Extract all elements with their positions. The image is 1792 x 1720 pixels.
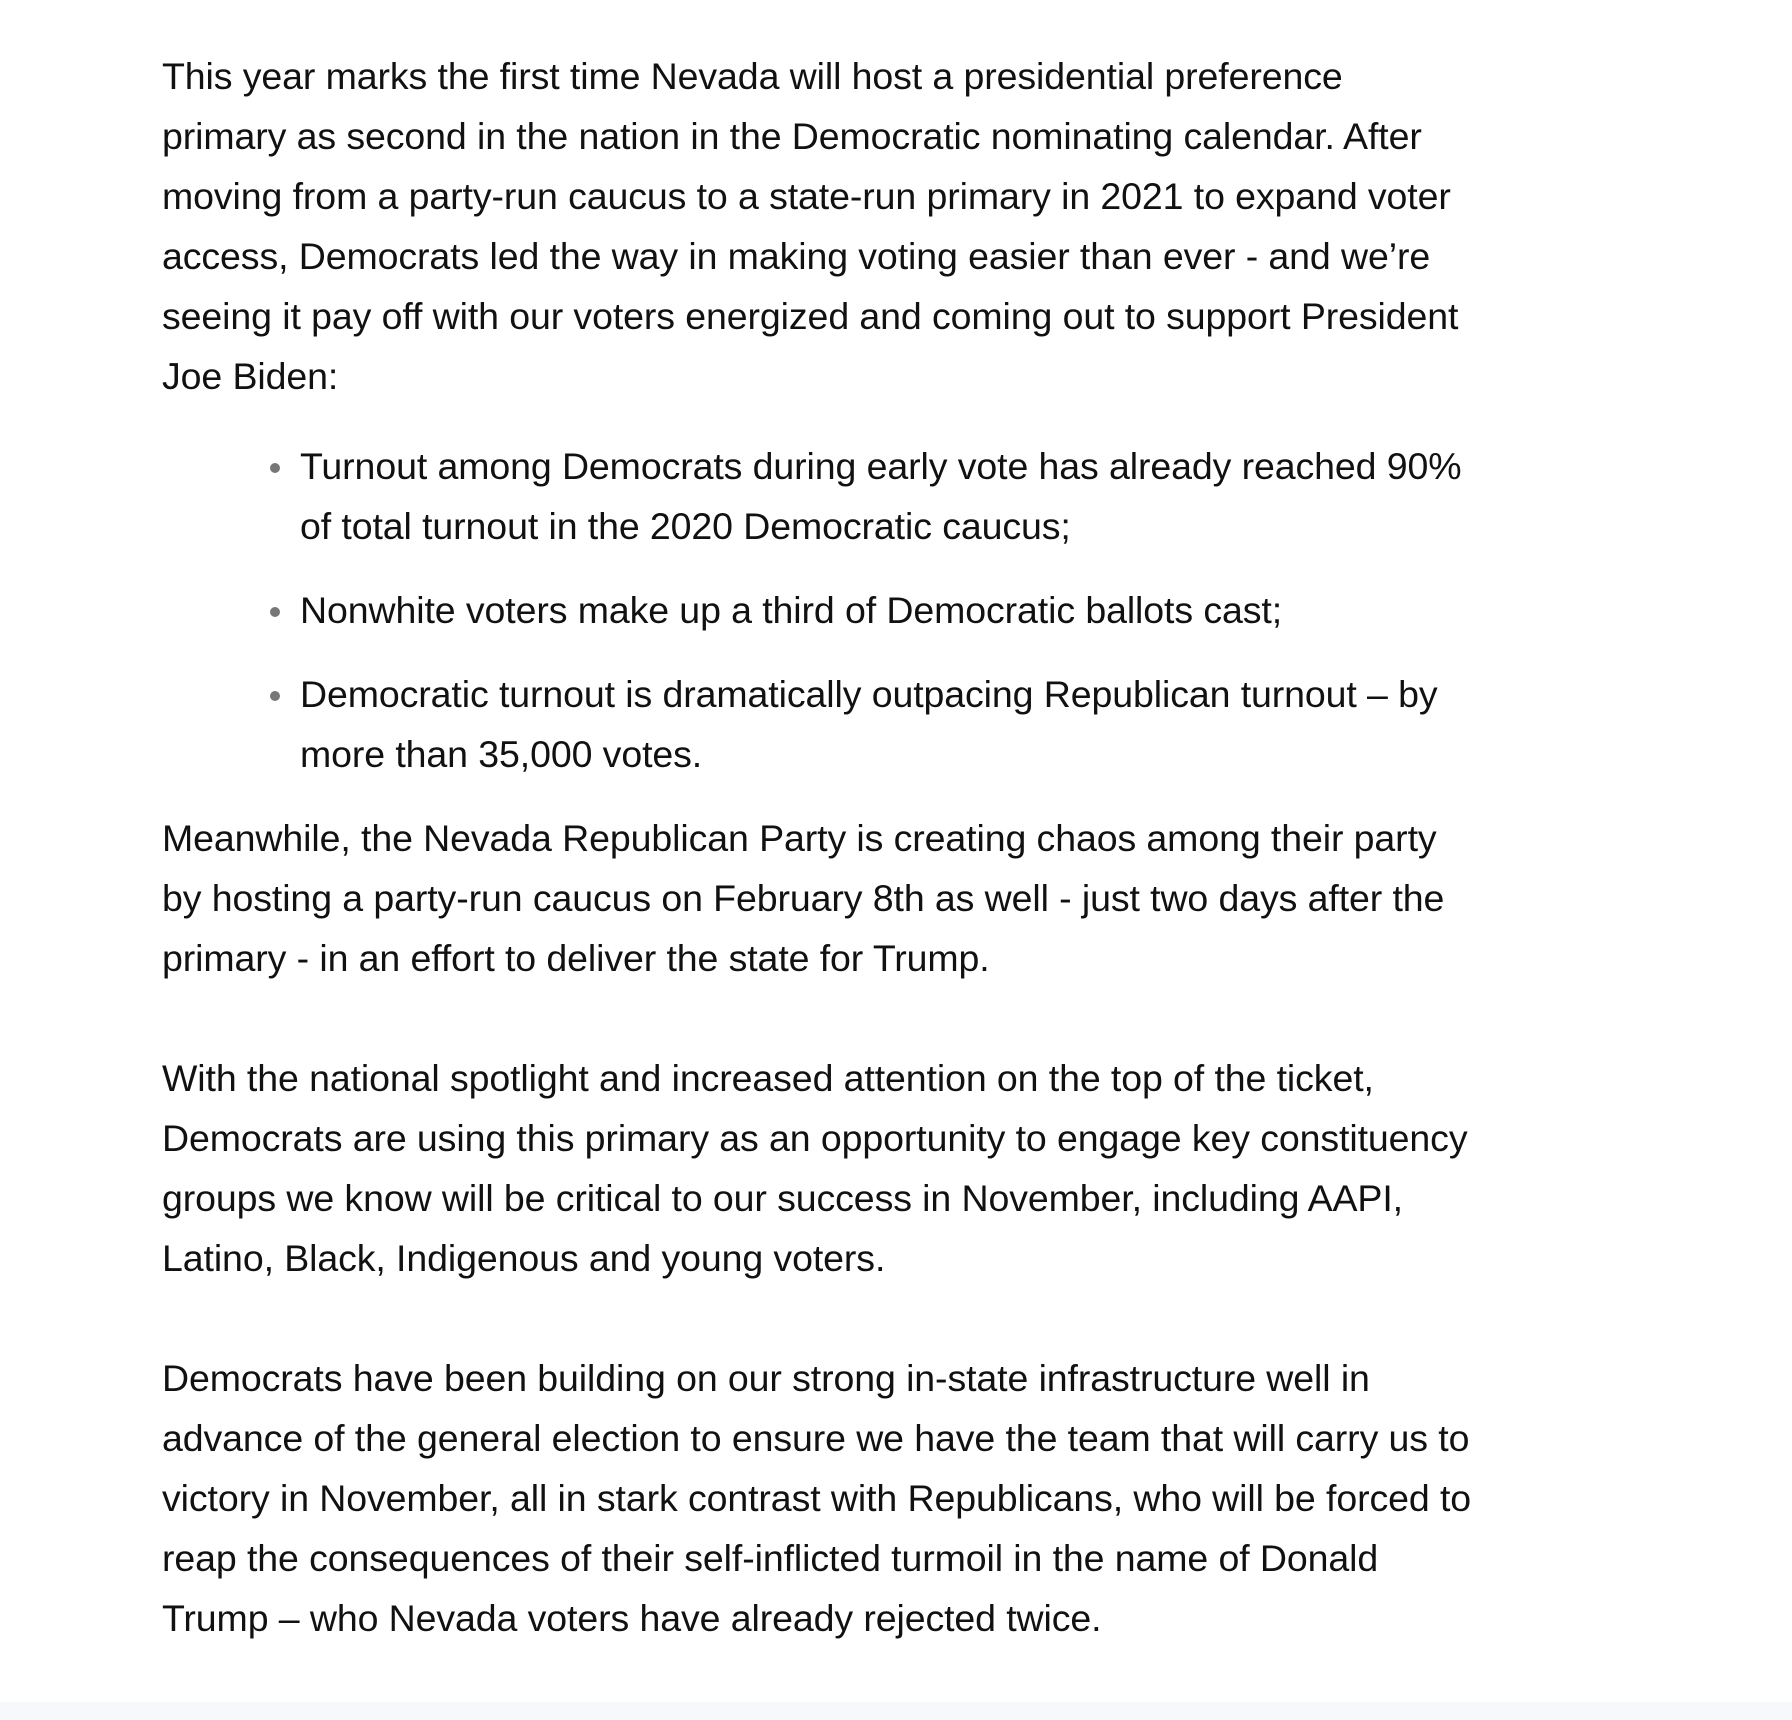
bullet-dot-icon <box>270 607 280 617</box>
bullet-item-early-vote-turnout <box>300 436 1602 556</box>
intro-line: moving from a party-run caucus to a state-run primary in 2021 to expand voter <box>162 175 1451 217</box>
paragraph-line: Trump – who Nevada voters have already rejected twice. <box>162 1597 1102 1639</box>
intro-line: seeing it pay off with our voters energized and coming out to support President <box>162 295 1459 337</box>
intro-paragraph <box>162 46 1602 406</box>
bullet-item-nonwhite-voters <box>300 580 1602 640</box>
bullet-line: Turnout among Democrats during early vote has already reached 90% <box>300 445 1462 487</box>
paragraph-line: groups we know will be critical to our success in November, including AAPI, <box>162 1177 1403 1219</box>
national-spotlight-paragraph <box>162 1048 1602 1288</box>
page-bottom-strip <box>0 1702 1792 1720</box>
paragraph-line: Democrats are using this primary as an opportunity to engage key constituency <box>162 1117 1468 1159</box>
bullet-dot-icon <box>270 691 280 701</box>
paragraph-line: by hosting a party-run caucus on February 8th as well - just two days after the <box>162 877 1445 919</box>
bullet-line: Democratic turnout is dramatically outpacing Republican turnout – by <box>300 673 1438 715</box>
bullet-dot-icon <box>270 463 280 473</box>
republican-caucus-paragraph <box>162 808 1602 988</box>
infrastructure-paragraph <box>162 1348 1602 1648</box>
intro-line: This year marks the first time Nevada will host a presidential preference <box>162 55 1343 97</box>
paragraph-line: Democrats have been building on our strong in-state infrastructure well in <box>162 1357 1370 1399</box>
paragraph-line: advance of the general election to ensure we have the team that will carry us to <box>162 1417 1470 1459</box>
paragraph-line: reap the consequences of their self-inflicted turmoil in the name of Donald <box>162 1537 1379 1579</box>
paragraph-line: primary - in an effort to deliver the state for Trump. <box>162 937 990 979</box>
bullet-item-turnout-margin <box>300 664 1602 784</box>
paragraph-line: Latino, Black, Indigenous and young voters. <box>162 1237 886 1279</box>
bullet-line: more than 35,000 votes. <box>300 733 703 775</box>
paragraph-line: victory in November, all in stark contrast with Republicans, who will be forced to <box>162 1477 1472 1519</box>
bullet-line: Nonwhite voters make up a third of Democratic ballots cast; <box>300 589 1283 631</box>
intro-line: Joe Biden: <box>162 355 339 397</box>
intro-line: primary as second in the nation in the Democratic nominating calendar. After <box>162 115 1422 157</box>
paragraph-line: With the national spotlight and increased attention on the top of the ticket, <box>162 1057 1374 1099</box>
article-body <box>162 46 1602 1648</box>
paragraph-line: Meanwhile, the Nevada Republican Party is creating chaos among their party <box>162 817 1437 859</box>
turnout-bullet-list <box>162 436 1602 784</box>
bullet-line: of total turnout in the 2020 Democratic caucus; <box>300 505 1071 547</box>
intro-line: access, Democrats led the way in making voting easier than ever - and we’re <box>162 235 1431 277</box>
